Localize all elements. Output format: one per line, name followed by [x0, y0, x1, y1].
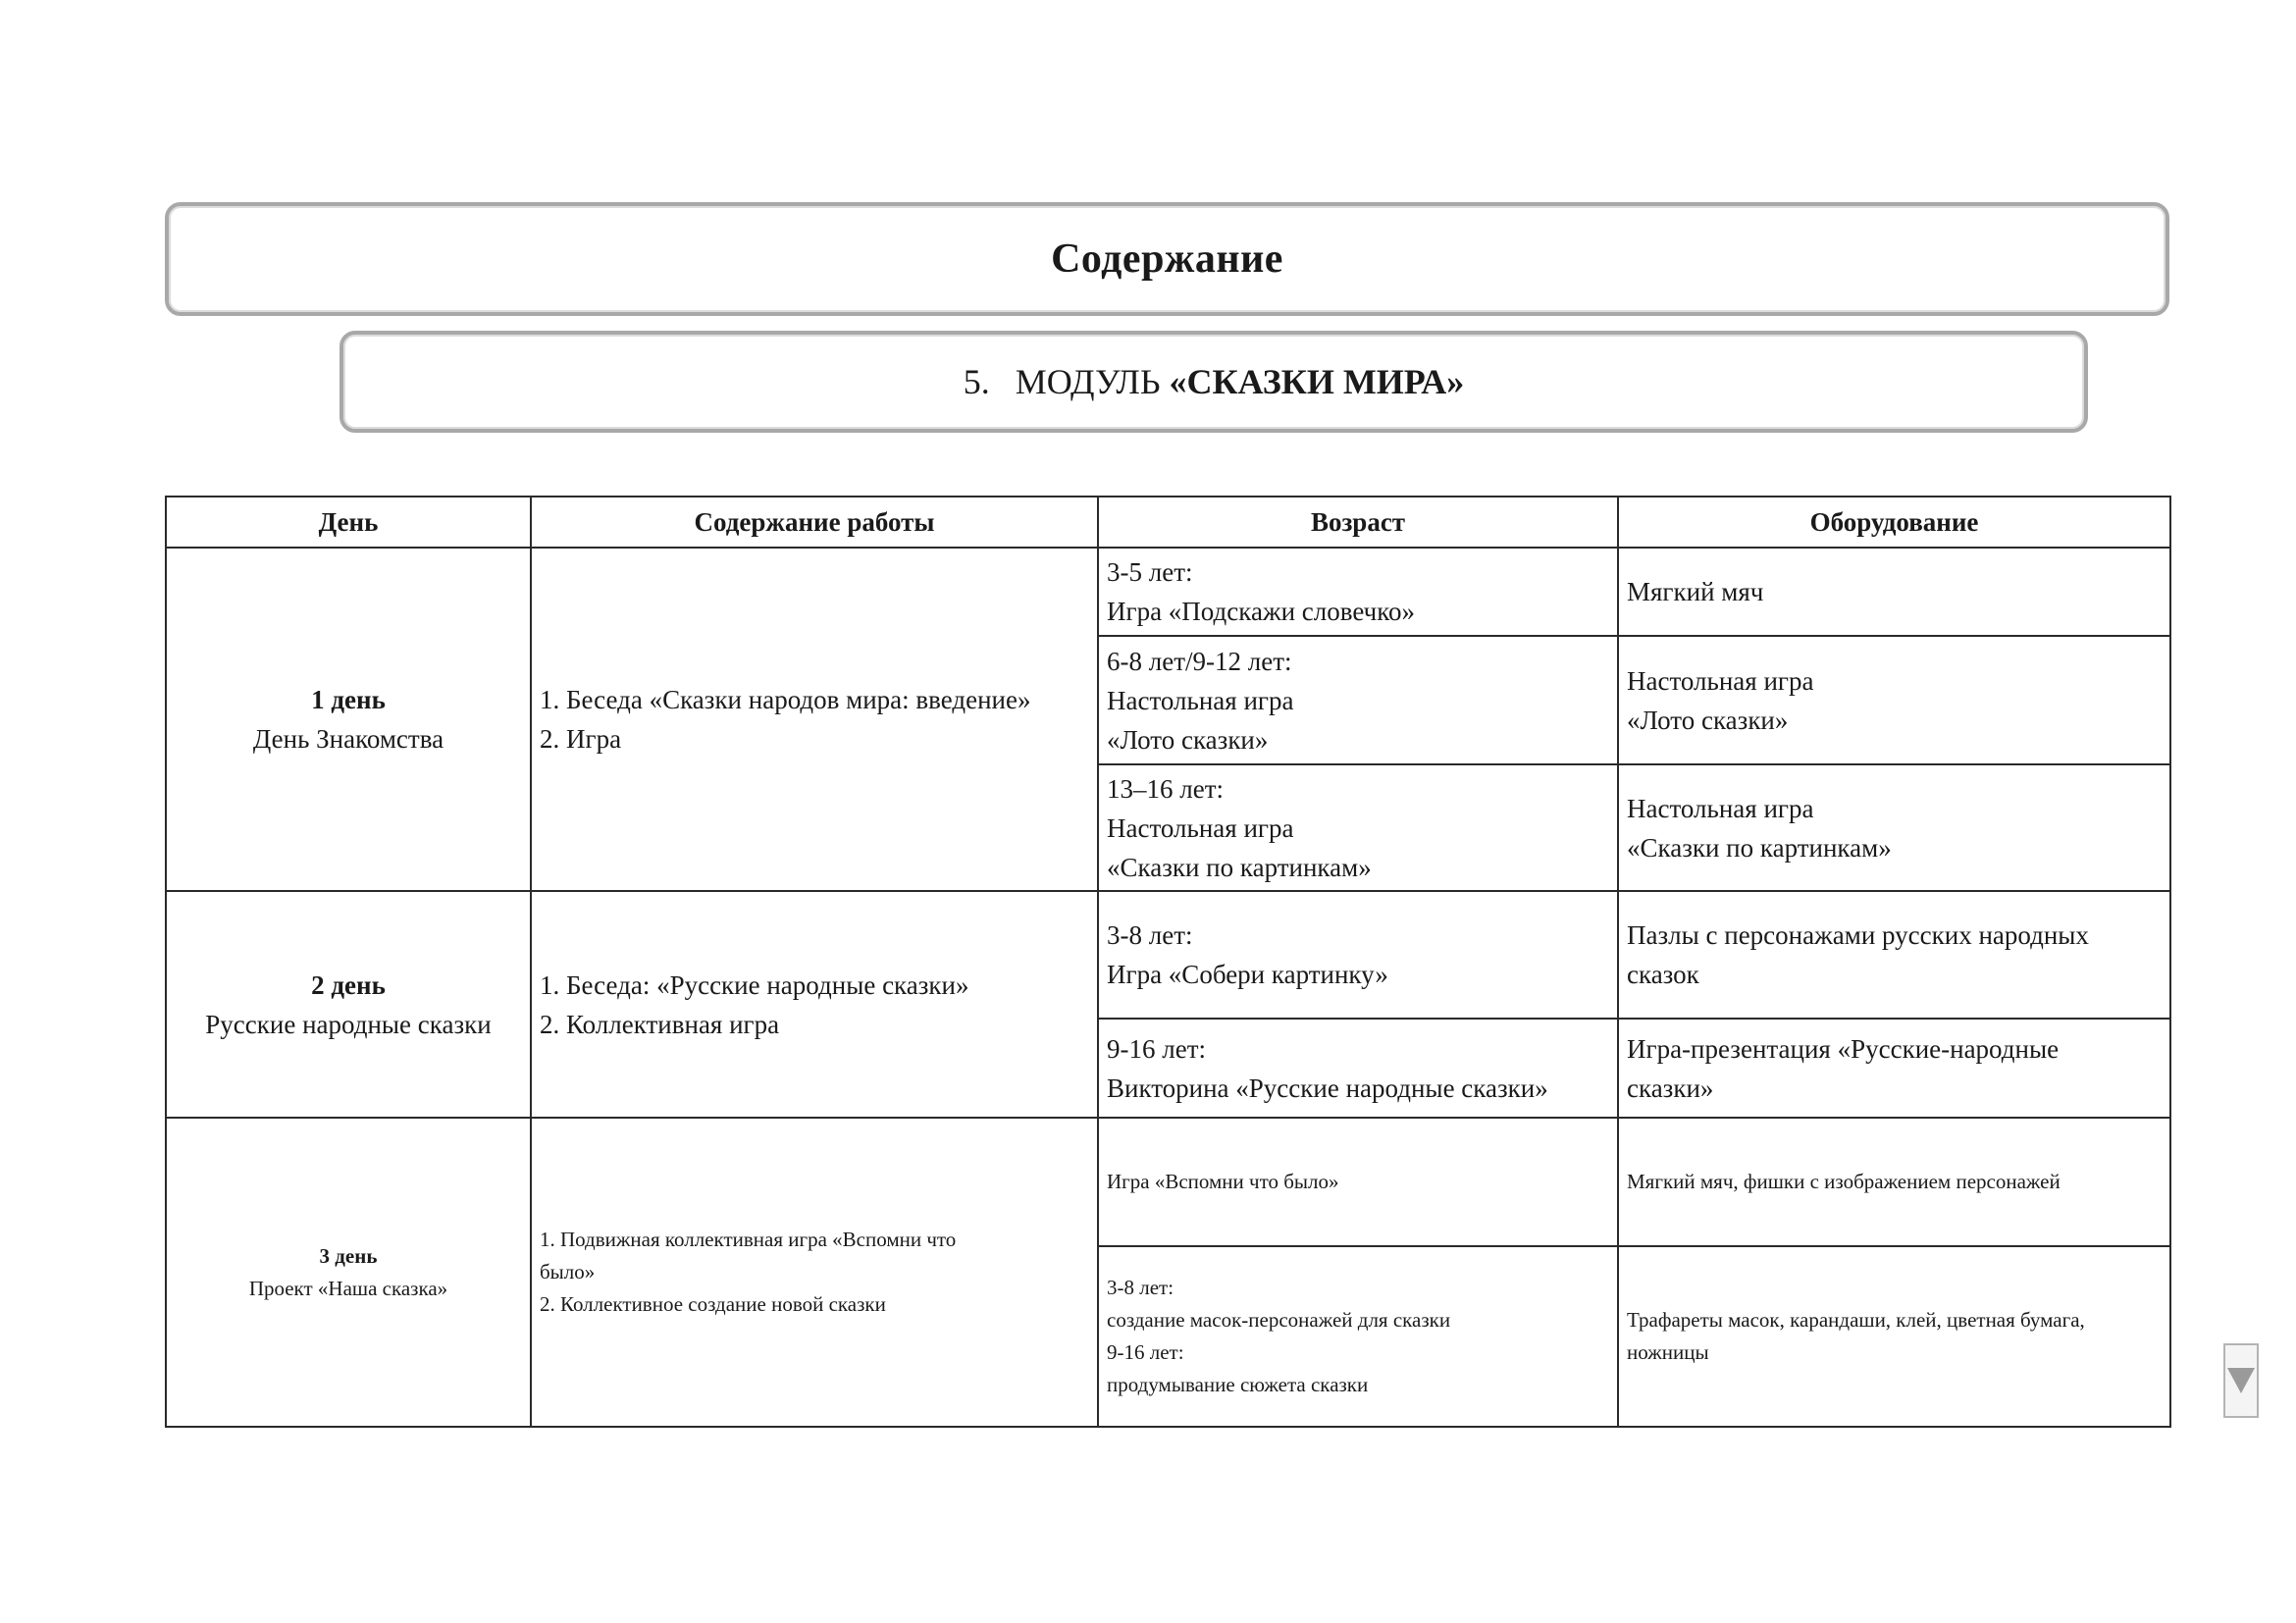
- module-number: 5.: [963, 362, 990, 401]
- age-cell: [1098, 1019, 1618, 1118]
- equipment-line: Настольная игра: [1627, 793, 1814, 823]
- table-row: [166, 1118, 2170, 1246]
- table-row: [166, 548, 2170, 636]
- equipment-cell: [1618, 1019, 2170, 1118]
- age-line: Викторина «Русские народные сказки»: [1107, 1073, 1548, 1103]
- age-cell: [1098, 764, 1618, 891]
- schedule-table: [165, 496, 2171, 1428]
- equipment-cell: [1618, 1246, 2170, 1427]
- day-number: 3 день: [319, 1243, 378, 1268]
- column-header-age: Возраст: [1098, 497, 1618, 548]
- equipment-line: «Лото сказки»: [1627, 705, 1789, 735]
- equipment-line: сказки»: [1627, 1073, 1714, 1103]
- day-number: 2 день: [311, 969, 386, 1000]
- page-title: Содержание: [1051, 236, 1283, 282]
- work-item: 2. Коллективное создание новой сказки: [540, 1292, 886, 1316]
- scroll-down-arrow-icon[interactable]: [2223, 1343, 2259, 1418]
- age-line: Игра «Подскажи словечко»: [1107, 597, 1415, 626]
- age-line: Настольная игра: [1107, 812, 1294, 843]
- day-cell: [166, 1118, 531, 1427]
- equipment-line: Мягкий мяч: [1627, 577, 1764, 606]
- work-item: 2. Коллективная игра: [540, 1009, 780, 1039]
- work-item: 1. Беседа: «Русские народные сказки»: [540, 969, 969, 1000]
- day-number: 1 день: [311, 685, 386, 714]
- module-heading: [964, 361, 1464, 402]
- age-cell: [1098, 548, 1618, 636]
- equipment-line: Трафареты масок, карандаши, клей, цветная бумага,: [1627, 1308, 2085, 1332]
- content-banner: [165, 202, 2169, 316]
- table-row: [166, 891, 2170, 1019]
- day-name: Проект «Наша сказка»: [248, 1276, 448, 1300]
- age-cell: [1098, 891, 1618, 1019]
- age-line: Настольная игра: [1107, 685, 1294, 715]
- equipment-line: ножницы: [1627, 1340, 1709, 1364]
- module-prefix: МОДУЛЬ: [1015, 362, 1161, 401]
- age-cell: [1098, 1118, 1618, 1246]
- module-banner: [339, 331, 2088, 433]
- table-header-row: [166, 497, 2170, 548]
- age-line: Игра «Вспомни что было»: [1107, 1170, 1339, 1193]
- work-item: 2. Игра: [540, 724, 622, 754]
- equipment-cell: [1618, 1118, 2170, 1246]
- age-line: 6-8 лет/9-12 лет:: [1107, 646, 1292, 676]
- work-item: 1. Подвижная коллективная игра «Вспомни что: [540, 1228, 957, 1251]
- equipment-line: Пазлы с персонажами русских народных: [1627, 920, 2089, 950]
- equipment-cell: [1618, 548, 2170, 636]
- equipment-cell: [1618, 891, 2170, 1019]
- equipment-cell: [1618, 764, 2170, 891]
- equipment-line: «Сказки по картинкам»: [1627, 832, 1892, 863]
- equipment-cell: [1618, 636, 2170, 764]
- work-cell: [531, 548, 1098, 891]
- day-cell: [166, 548, 531, 891]
- work-item: 1. Беседа «Сказки народов мира: введение»: [540, 685, 1031, 714]
- work-cell: [531, 1118, 1098, 1427]
- equipment-line: сказок: [1627, 960, 1699, 989]
- age-line: 3-8 лет:: [1107, 1276, 1174, 1299]
- age-line: «Лото сказки»: [1107, 724, 1269, 755]
- age-line: «Сказки по картинкам»: [1107, 852, 1372, 882]
- work-item: было»: [540, 1260, 596, 1283]
- age-cell: [1098, 636, 1618, 764]
- equipment-line: Мягкий мяч, фишки с изображением персонажей: [1627, 1170, 2061, 1193]
- column-header-day: День: [166, 497, 531, 548]
- column-header-equipment: Оборудование: [1618, 497, 2170, 548]
- age-cell: [1098, 1246, 1618, 1427]
- age-line: продумывание сюжета сказки: [1107, 1373, 1369, 1396]
- age-line: 3-8 лет:: [1107, 920, 1193, 950]
- age-line: 9-16 лет:: [1107, 1340, 1184, 1364]
- age-line: создание масок-персонажей для сказки: [1107, 1308, 1451, 1332]
- work-cell: [531, 891, 1098, 1118]
- column-header-work: Содержание работы: [531, 497, 1098, 548]
- age-line: 9-16 лет:: [1107, 1033, 1206, 1064]
- equipment-line: Настольная игра: [1627, 665, 1814, 696]
- age-line: 13–16 лет:: [1107, 773, 1225, 804]
- age-line: 3-5 лет:: [1107, 557, 1193, 587]
- module-name: «СКАЗКИ МИРА»: [1169, 362, 1465, 401]
- day-name: Русские народные сказки: [205, 1009, 492, 1039]
- day-name: День Знакомства: [252, 724, 444, 754]
- age-line: Игра «Собери картинку»: [1107, 960, 1388, 989]
- equipment-line: Игра-презентация «Русские-народные: [1627, 1033, 2060, 1064]
- day-cell: [166, 891, 531, 1118]
